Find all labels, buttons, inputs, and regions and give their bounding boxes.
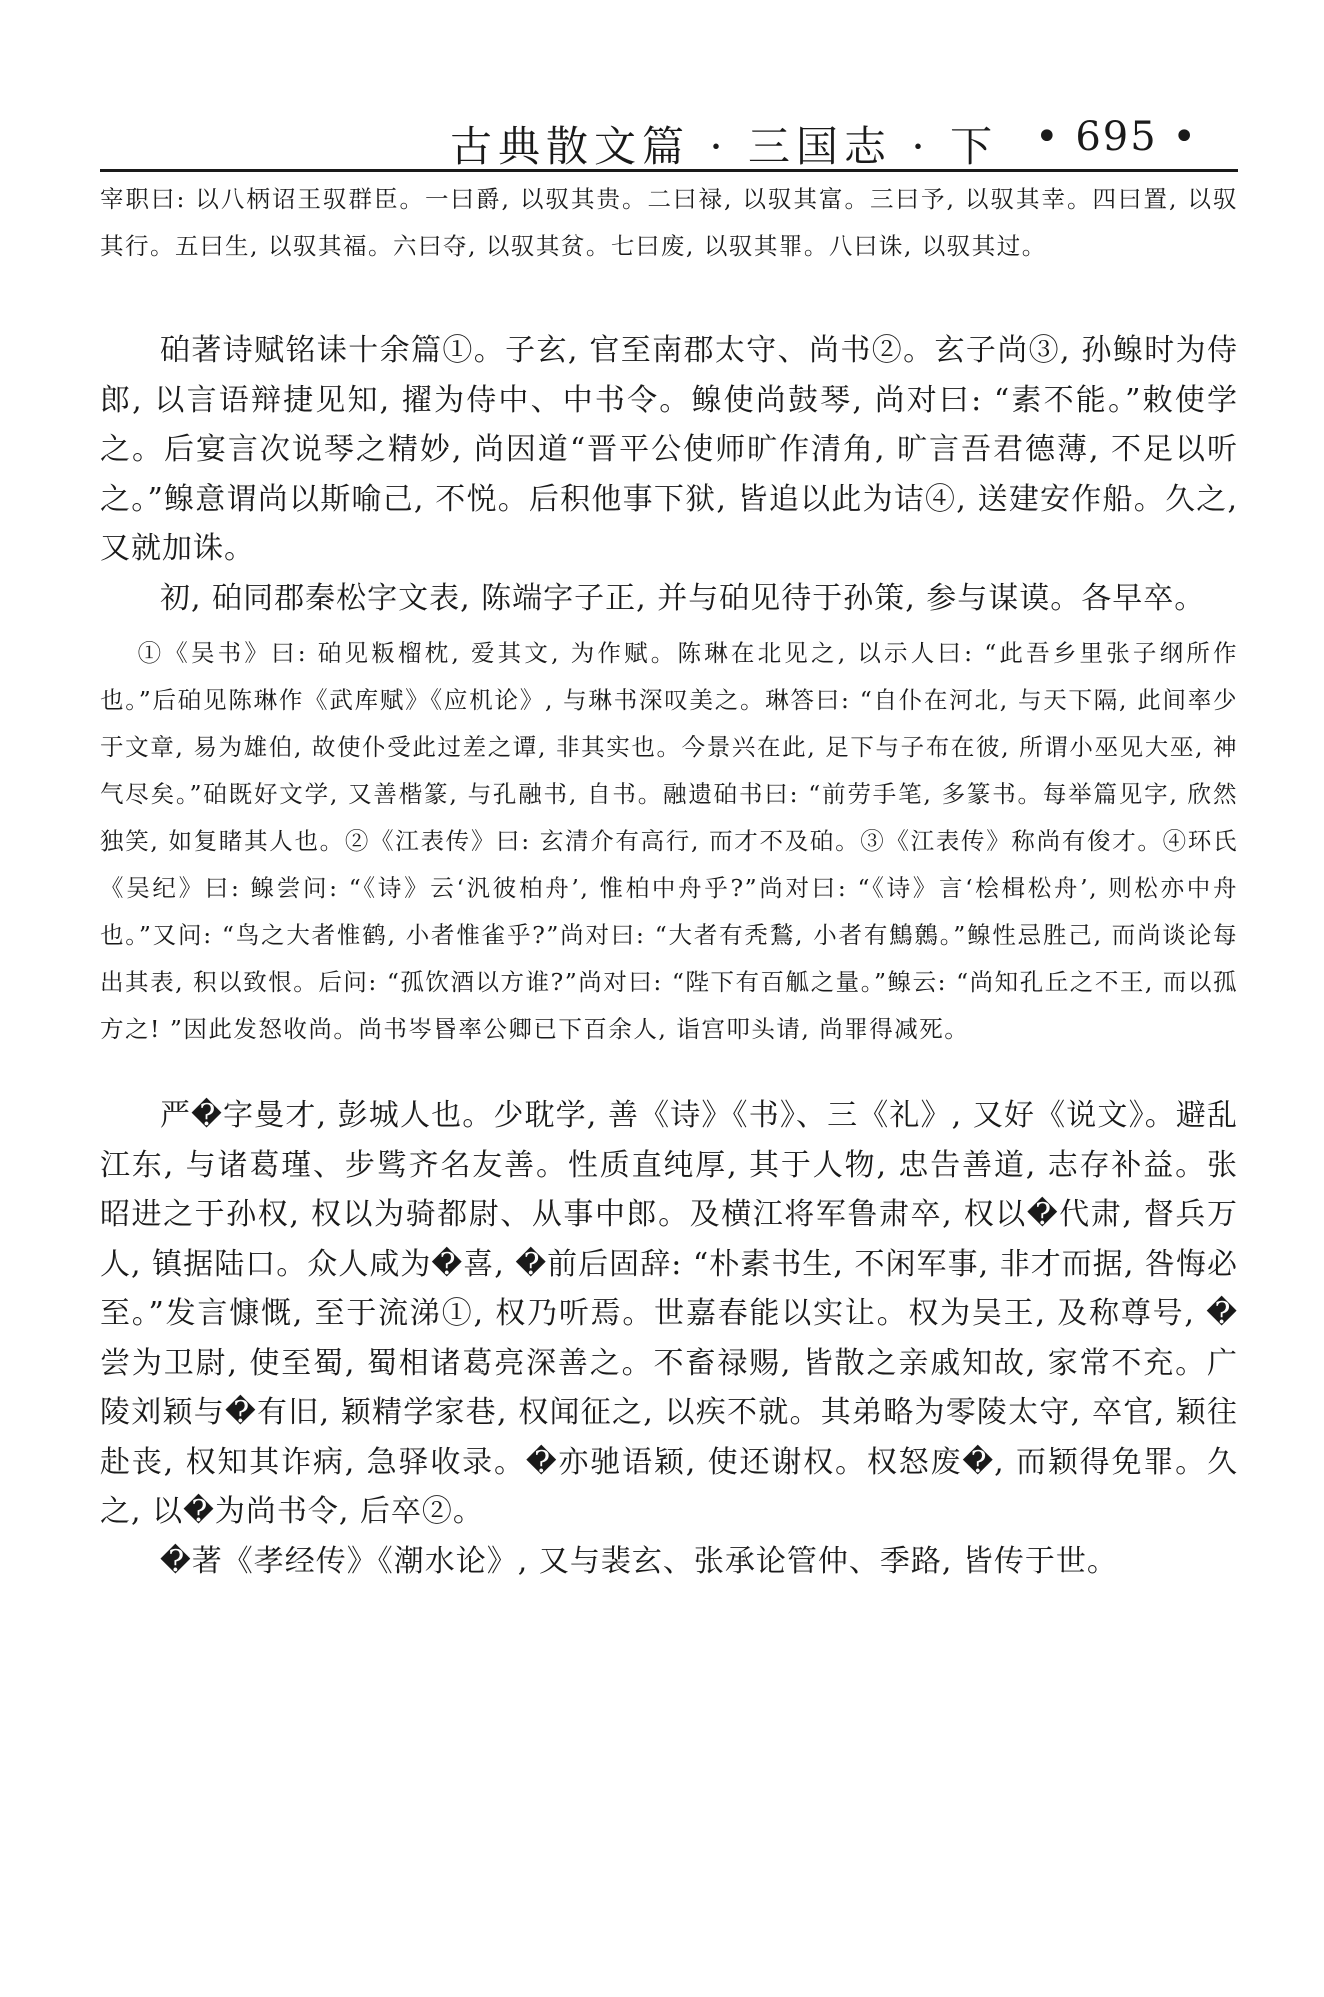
main-text-section-2 — [100, 1091, 1238, 1586]
body-paragraph: 严�字曼才, 彭城人也。少耽学, 善《诗》《书》、三《礼》, 又好《说文》。避乱江东, 与诸葛瑾、步骘齐名友善。性质直纯厚, 其于人物, 忠告善道, 志存补益。张昭进之于孙权, 权以为骑都尉、从事中郎。及横江将军鲁肃卒, 权以�代肃, 督兵万人, 镇据陆口。众人咸为�喜, �前后固辞: “朴素书生, 不闲军事, 非才而据, 咎悔必至。”发言慷慨, 至于流涕①, 权乃听焉。世嘉春能以实让。权为吴王, 及称尊号, �尝为卫尉, 使至蜀, 蜀相诸葛亮深善之。不畜禄赐, 皆散之亲戚知故, 家常不充。广陵刘颖与�有旧, 颖精学家巷, 权闻征之, 以疾不就。其弟略为零陵太守, 卒官, 颖往赴丧, 权知其诈病, 急驿收录。�亦驰语颖, 使还谢权。权怒废�, 而颖得免罪。久之, 以�为尚书令, 后卒②。 — [100, 1098, 1238, 1529]
footnotes-section-1 — [100, 630, 1238, 1053]
header-title: 古典散文篇 · 三国志 · 下 — [450, 122, 999, 171]
header-rule — [100, 169, 1238, 172]
main-text-section-1 — [100, 326, 1238, 623]
annotation-text: 宰职曰: 以八柄诏王驭群臣。一曰爵, 以驭其贵。二曰禄, 以驭其富。三曰予, 以驭其幸。四曰置, 以驭其行。五曰生, 以驭其福。六曰夺, 以驭其贫。七曰废, 以驭其罪。八曰诛, 以驭其过。 — [100, 185, 1238, 260]
body-paragraph: 砶著诗赋铭诔十余篇①。子玄, 官至南郡太守、尚书②。玄子尚③, 孙鳈时为侍郎, 以言语辩捷见知, 擢为侍中、中书令。鳈使尚鼓琴, 尚对曰: “素不能。”敕使学之。后宴言次说琴之精妙, 尚因道“晋平公使师旷作清角, 旷言吾君德薄, 不足以听之。”鳈意谓尚以斯喻己, 不悦。后积他事下狱, 皆追以此为诘④, 送建安作船。久之, 又就加诛。 — [100, 333, 1238, 566]
running-header — [100, 100, 1238, 170]
body-paragraph: �著《孝经传》《潮水论》, 又与裴玄、张承论管仲、季路, 皆传于世。 — [160, 1543, 1118, 1579]
footnote-text: ①《吴书》曰: 砶见粄榴枕, 爱其文, 为作赋。陈琳在北见之, 以示人曰: “此吾乡里张子纲所作也。”后砶见陈琳作《武库赋》《应机论》, 与琳书深叹美之。琳答曰: “自仆在河北, 与天下隔, 此间率少于文章, 易为雄伯, 故使仆受此过差之谭, 非其实也。今景兴在此, 足下与子布在彼, 所谓小巫见大巫, 神气尽矣。”砶既好文学, 又善楷篆, 与孔融书, 自书。融遗砶书曰: “前劳手笔, 多篆书。每举篇见字, 欣然独笑, 如复睹其人也。②《江表传》曰: 玄清介有高行, 而才不及砶。③《江表传》称尚有俊才。④环氏《吴纪》曰: 鳈尝问: “《诗》云‘汎彼柏舟’, 惟柏中舟乎?”尚对曰: “《诗》言‘桧楫松舟’, 则松亦中舟也。”又问: “鸟之大者惟鹤, 小者惟雀乎?”尚对曰: “大者有秃鶖, 小者有鷦鷯。”鳈性忌胜己, 而尚谈论每出其表, 积以致恨。后问: “孤饮酒以方谁?”尚对曰: “陛下有百觚之量。”鳈云: “尚知孔丘之不王, 而以孤方之! ”因此发怒收尚。尚书岑昬率公卿已下百余人, 诣宫叩头请, 尚罪得减死。 — [100, 639, 1238, 1043]
top-annotation — [100, 176, 1238, 270]
body-paragraph: 初, 砶同郡秦松字文表, 陈端字子正, 并与砶见待于孙策, 参与谋谟。各早卒。 — [160, 580, 1206, 616]
page-number: • 695 • — [1035, 114, 1198, 160]
